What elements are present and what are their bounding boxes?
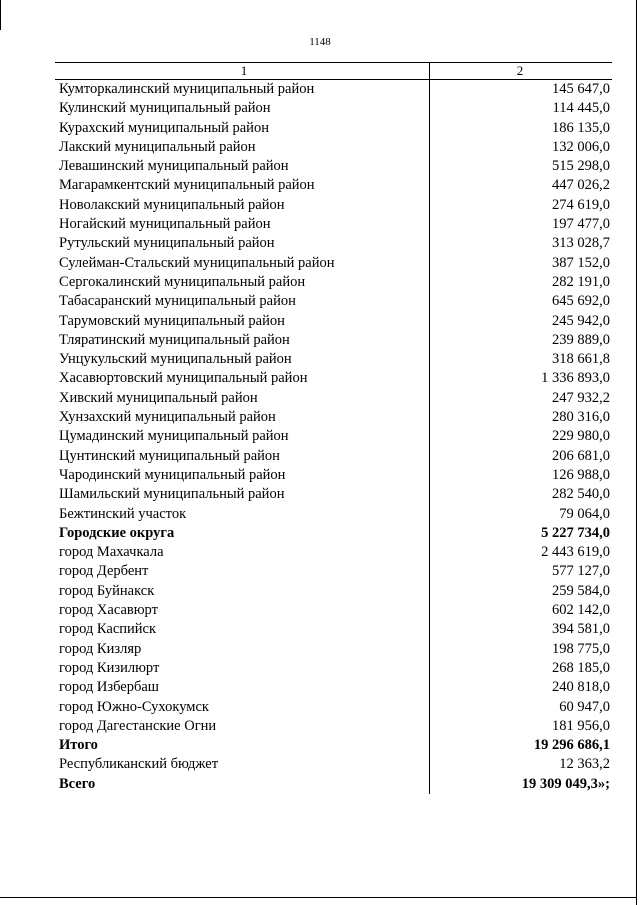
row-name-cell: Унцукульский муниципальный район	[55, 350, 430, 369]
row-name-cell: Ногайский муниципальный район	[55, 215, 430, 234]
table-row	[55, 524, 612, 543]
table-row	[55, 369, 612, 388]
table-row	[55, 505, 612, 524]
row-name-cell: Республиканский бюджет	[55, 755, 430, 774]
row-name-cell: Табасаранский муниципальный район	[55, 292, 430, 311]
table-row	[55, 562, 612, 581]
table-row	[55, 543, 612, 562]
row-name-cell: город Буйнакск	[55, 582, 430, 601]
row-name-cell: Чародинский муниципальный район	[55, 466, 430, 485]
row-value-cell: 313 028,7	[552, 235, 610, 252]
row-value-cell: 126 988,0	[552, 466, 610, 483]
row-name-cell: Бежтинский участок	[55, 505, 430, 524]
row-name-cell: Курахский муниципальный район	[55, 119, 430, 138]
table-row	[55, 582, 612, 601]
row-value-cell: 145 647,0	[552, 81, 610, 97]
page-edge-right	[636, 0, 637, 905]
table-row	[55, 138, 612, 157]
row-value-cell: 60 947,0	[559, 698, 610, 715]
row-value-cell: 577 127,0	[552, 563, 610, 580]
row-name-cell: Хунзахский муниципальный район	[55, 408, 430, 427]
row-name-cell: Цунтинский муниципальный район	[55, 447, 430, 466]
row-name-cell: город Избербаш	[55, 678, 430, 697]
row-value-cell: 282 540,0	[552, 486, 610, 503]
table-row	[55, 717, 612, 736]
row-name-cell: Итого	[55, 736, 430, 755]
row-name-cell: город Дербент	[55, 562, 430, 581]
row-name-cell: Хивский муниципальный район	[55, 389, 430, 408]
table-row	[55, 176, 612, 195]
row-value-cell: 387 152,0	[552, 254, 610, 271]
row-value-cell: 186 135,0	[552, 119, 610, 136]
row-value-cell: 247 932,2	[552, 389, 610, 406]
row-value-cell: 181 956,0	[552, 717, 610, 734]
table-row	[55, 408, 612, 427]
table-row	[55, 331, 612, 350]
table-row	[55, 466, 612, 485]
row-name-cell: Лакский муниципальный район	[55, 138, 430, 157]
table-row	[55, 119, 612, 138]
table-row	[55, 80, 612, 100]
row-value-cell: 229 980,0	[552, 428, 610, 445]
table-row	[55, 292, 612, 311]
row-value-cell: 274 619,0	[552, 196, 610, 213]
row-name-cell: Рутульский муниципальный район	[55, 234, 430, 253]
table-row	[55, 389, 612, 408]
row-value-cell: 268 185,0	[552, 659, 610, 676]
table-row	[55, 755, 612, 774]
row-value-cell: 197 477,0	[552, 216, 610, 233]
row-name-cell: Кумторкалинский муниципальный район	[55, 80, 430, 100]
row-value-cell: 19 309 049,3»;	[521, 775, 610, 792]
row-name-cell: город Кизляр	[55, 640, 430, 659]
row-name-cell: Левашинский муниципальный район	[55, 157, 430, 176]
table-row	[55, 640, 612, 659]
row-value-cell: 19 296 686,1	[533, 737, 610, 754]
table-row	[55, 775, 612, 794]
row-value-cell: 515 298,0	[552, 158, 610, 175]
table-row	[55, 312, 612, 331]
table-row	[55, 698, 612, 717]
table-row	[55, 736, 612, 755]
row-name-cell: Магарамкентский муниципальный район	[55, 176, 430, 195]
column-header-1: 1	[55, 63, 430, 80]
row-name-cell: Цумадинский муниципальный район	[55, 427, 430, 446]
row-name-cell: Всего	[55, 775, 430, 794]
page-edge-left	[0, 0, 1, 30]
table-row	[55, 601, 612, 620]
table-row	[55, 157, 612, 176]
row-name-cell: город Кизилюрт	[55, 659, 430, 678]
row-value-cell: 240 818,0	[552, 679, 610, 696]
table-row	[55, 350, 612, 369]
row-value-cell: 132 006,0	[552, 138, 610, 155]
row-name-cell: город Махачкала	[55, 543, 430, 562]
row-name-cell: Тарумовский муниципальный район	[55, 312, 430, 331]
row-value-cell: 259 584,0	[552, 582, 610, 599]
row-value-cell: 12 363,2	[559, 756, 610, 773]
row-name-cell: Новолакский муниципальный район	[55, 196, 430, 215]
row-value-cell: 2 443 619,0	[541, 544, 610, 561]
table-row	[55, 485, 612, 504]
row-name-cell: город Южно-Сухокумск	[55, 698, 430, 717]
row-value-cell: 280 316,0	[552, 409, 610, 426]
row-name-cell: Сергокалинский муниципальный район	[55, 273, 430, 292]
row-name-cell: Хасавюртовский муниципальный район	[55, 369, 430, 388]
row-name-cell: город Дагестанские Огни	[55, 717, 430, 736]
table-row	[55, 215, 612, 234]
row-value-cell: 245 942,0	[552, 312, 610, 329]
row-name-cell: Шамильский муниципальный район	[55, 485, 430, 504]
row-value-cell: 394 581,0	[552, 621, 610, 638]
table-header-row	[55, 63, 612, 80]
table-row	[55, 678, 612, 697]
table-row	[55, 196, 612, 215]
row-value-cell: 198 775,0	[552, 640, 610, 657]
row-value-cell: 447 026,2	[552, 177, 610, 194]
table-row	[55, 427, 612, 446]
row-value-cell: 206 681,0	[552, 447, 610, 464]
row-name-cell: город Каспийск	[55, 620, 430, 639]
page-edge-bottom	[0, 897, 637, 898]
row-name-cell: Тляратинский муниципальный район	[55, 331, 430, 350]
row-name-cell: Городские округа	[55, 524, 430, 543]
row-value-cell: 602 142,0	[552, 602, 610, 619]
row-value-cell: 1 336 893,0	[541, 370, 610, 387]
row-name-cell: город Хасавюрт	[55, 601, 430, 620]
row-name-cell: Кулинский муниципальный район	[55, 99, 430, 118]
row-value-cell: 282 191,0	[552, 273, 610, 290]
row-value-cell: 5 227 734,0	[541, 524, 610, 541]
column-header-2: 2	[430, 63, 613, 80]
budget-table	[55, 62, 612, 794]
row-value-cell: 114 445,0	[552, 100, 610, 117]
table-row	[55, 99, 612, 118]
table-row	[55, 447, 612, 466]
table-row	[55, 273, 612, 292]
row-value-cell: 645 692,0	[552, 293, 610, 310]
table-row	[55, 234, 612, 253]
row-value-cell: 318 661,8	[552, 351, 610, 368]
table-body	[55, 80, 612, 794]
row-value-cell: 79 064,0	[559, 505, 610, 522]
table-row	[55, 254, 612, 273]
row-name-cell: Сулейман-Стальский муниципальный район	[55, 254, 430, 273]
row-value-cell: 239 889,0	[552, 331, 610, 348]
table-row	[55, 659, 612, 678]
table-row	[55, 620, 612, 639]
page-number: 1148	[309, 36, 331, 48]
